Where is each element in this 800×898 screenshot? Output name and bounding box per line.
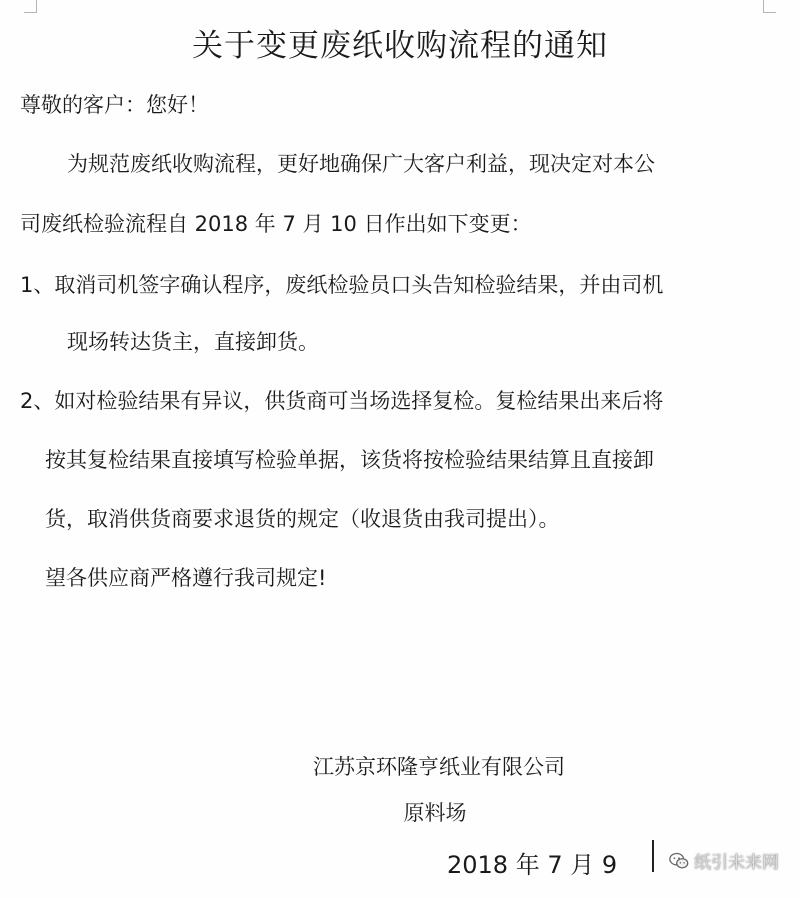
watermark-text: 纸引未来网 [694, 853, 779, 873]
page-corner-mark-left [24, 0, 37, 13]
document-title: 关于变更废纸收购流程的通知 [192, 28, 608, 64]
signature-company: 江苏京环隆亨纸业有限公司 [313, 755, 565, 779]
item-2-line-3: 货，取消供货商要求退货的规定（收退货由我司提出）。 [45, 507, 560, 531]
item-1-line-1: 1、取消司机签字确认程序，废纸检验员口头告知检验结果，并由司机 [20, 273, 664, 297]
source-watermark [668, 848, 779, 873]
paragraph-1-line-2: 司废纸检验流程自 2018 年 7 月 10 日作出如下变更： [20, 212, 532, 236]
paragraph-1-line-1: 为规范废纸收购流程，更好地确保广大客户利益，现决定对本公 [67, 152, 655, 176]
item-2-line-1: 2、如对检验结果有异议，供货商可当场选择复检。复检结果出来后将 [20, 389, 664, 413]
greeting: 尊敬的客户：您好！ [20, 93, 209, 117]
signature-date: 2018 年 7 月 9 [447, 851, 618, 879]
item-1-line-2: 现场转达货主，直接卸货。 [67, 330, 319, 354]
closing-line: 望各供应商严格遵行我司规定! [45, 566, 327, 590]
signature-department: 原料场 [403, 801, 467, 825]
wechat-logo-icon [668, 850, 690, 872]
page-corner-mark-right [763, 0, 776, 13]
text-cursor-mark [652, 840, 654, 872]
item-2-line-2: 按其复检结果直接填写检验单据，该货将按检验结果结算且直接卸 [45, 448, 654, 472]
